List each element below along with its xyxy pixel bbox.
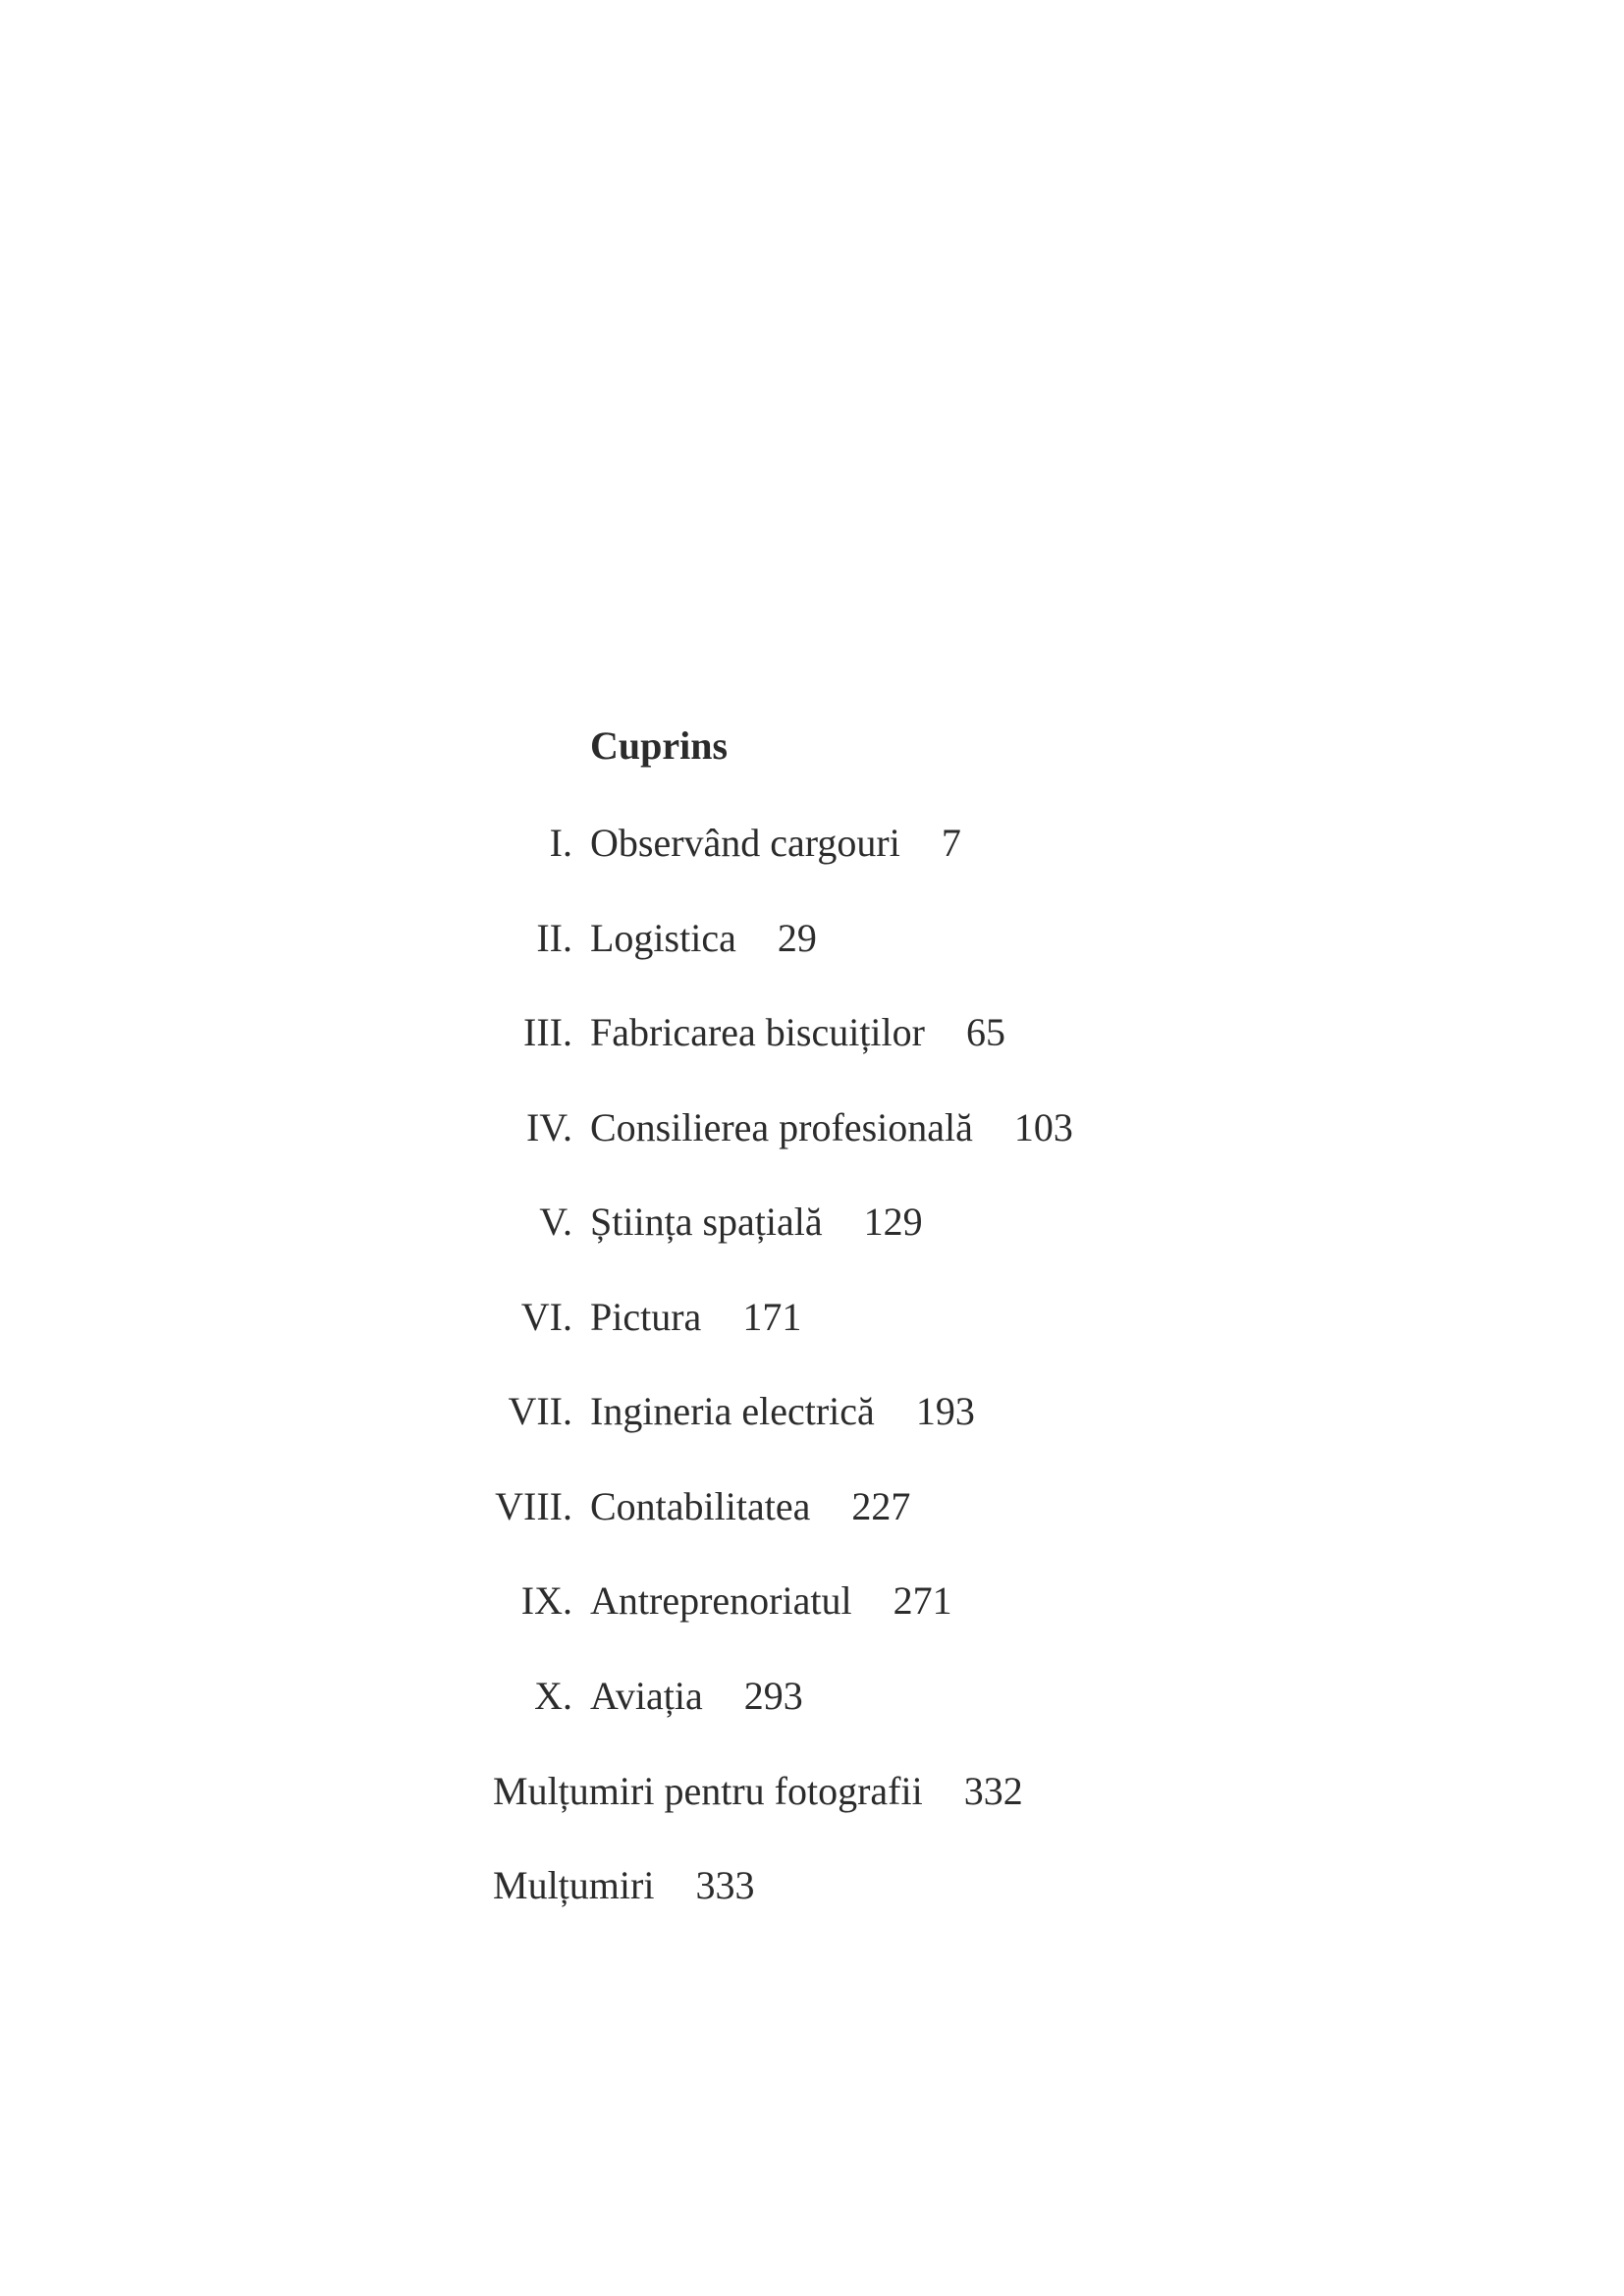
toc-title: Cuprins — [590, 723, 729, 768]
chapter-numeral: IX. — [520, 1578, 572, 1623]
toc-row-chapter-5[interactable] — [0, 1193, 1624, 1252]
toc-row-chapter-10[interactable] — [0, 1667, 1624, 1726]
chapter-title: Pictura — [590, 1295, 702, 1339]
extra-entry — [493, 1856, 754, 1915]
chapter-numeral: II. — [536, 916, 572, 960]
chapter-entry — [590, 1288, 801, 1347]
extra-title: Mulțumiri — [493, 1863, 655, 1907]
chapter-numeral: IV. — [525, 1105, 572, 1149]
toc-row-chapter-3[interactable] — [0, 1003, 1624, 1062]
chapter-numeral: VIII. — [495, 1484, 572, 1528]
toc-row-chapter-7[interactable] — [0, 1382, 1624, 1441]
chapter-entry — [590, 909, 817, 968]
chapter-title: Ingineria electrică — [590, 1389, 875, 1433]
chapter-entry — [590, 1003, 1005, 1062]
page-number: 333 — [695, 1863, 755, 1907]
page-number: 129 — [863, 1200, 923, 1244]
toc-row-chapter-8[interactable] — [0, 1477, 1624, 1536]
page-number: 29 — [777, 916, 817, 960]
toc-row-acknowledgements[interactable] — [0, 1856, 1624, 1915]
chapter-entry — [590, 1098, 1073, 1157]
chapter-title: Observând cargouri — [590, 821, 900, 865]
chapter-numeral: VI. — [520, 1295, 572, 1339]
chapter-title: Aviația — [590, 1674, 703, 1718]
chapter-numeral: X. — [534, 1674, 572, 1718]
chapter-entry — [590, 1477, 910, 1536]
toc-row-chapter-6[interactable] — [0, 1288, 1624, 1347]
chapter-title: Știința spațială — [590, 1200, 823, 1244]
page-number: 65 — [965, 1010, 1005, 1054]
chapter-numeral: V. — [539, 1200, 572, 1244]
page-number: 293 — [743, 1674, 803, 1718]
chapter-entry — [590, 1667, 803, 1726]
page-number: 103 — [1013, 1105, 1073, 1149]
chapter-title: Contabilitatea — [590, 1484, 811, 1528]
chapter-title: Antreprenoriatul — [590, 1578, 852, 1623]
page-number: 271 — [893, 1578, 952, 1623]
chapter-title: Logistica — [590, 916, 736, 960]
extra-title: Mulțumiri pentru fotografii — [493, 1769, 923, 1813]
page-number: 193 — [915, 1389, 975, 1433]
chapter-numeral: VII. — [508, 1389, 572, 1433]
chapter-numeral: I. — [549, 821, 572, 865]
toc-row-chapter-1[interactable] — [0, 814, 1624, 873]
chapter-entry — [590, 814, 961, 873]
toc-row-photo-acknowledgements[interactable] — [0, 1762, 1624, 1821]
page-number: 171 — [742, 1295, 802, 1339]
toc-row-chapter-2[interactable] — [0, 909, 1624, 968]
chapter-numeral: III. — [523, 1010, 572, 1054]
toc-row-chapter-9[interactable] — [0, 1572, 1624, 1630]
toc-row-chapter-4[interactable] — [0, 1098, 1624, 1157]
extra-entry — [493, 1762, 1023, 1821]
page-number: 332 — [963, 1769, 1023, 1813]
chapter-entry — [590, 1572, 952, 1630]
chapter-entry — [590, 1382, 975, 1441]
chapter-title: Consilierea profesională — [590, 1105, 973, 1149]
chapter-entry — [590, 1193, 923, 1252]
page-number: 227 — [851, 1484, 911, 1528]
chapter-title: Fabricarea biscuiților — [590, 1010, 925, 1054]
page-number: 7 — [941, 821, 961, 865]
